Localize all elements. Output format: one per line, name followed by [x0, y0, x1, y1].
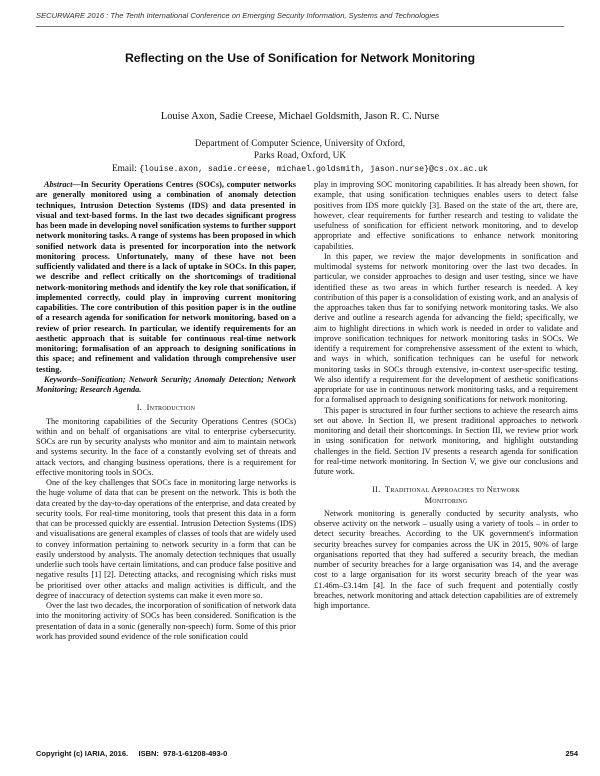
page-number: 254	[565, 749, 578, 758]
keywords	[36, 375, 296, 396]
intro-paragraph-4: In this paper, we review the major developments in sonification and multimodal systems for network monitoring over the last two decades. In particular, we consider approaches to design and user testing, since we have identified these as two areas in which further research is needed. A key contribution of this paper is a consolidation of existing work, and an analysis of the approaches taken thus far to sonifying network monitoring tasks. We also derive and outline a research agenda for advancing the field; specifically, we aim to highlight directions in which work is needed in order to validate and improve sonification techniques for network monitoring tasks in SOCs. We identify a requirement for comprehensive assessment of the extent to which, and ways in which, sonification techniques can be useful for network monitoring tasks in SOCs through extensive, in-context user-specific testing. We also identify a requirement for the development of aesthetic sonifications appropriate for use in continuous network monitoring tasks, and a requirement for a formalised approach to designing sonifications for network monitoring.	[314, 251, 578, 405]
affiliation-block	[0, 138, 600, 176]
section-heading-traditional-approaches	[314, 485, 578, 506]
abstract-text: In Security Operations Centres (SOCs), computer networks are generally monitored using a combination of anomaly detection techniques, Intrusion Detection Systems (IDS) and data presented in visual and text-based forms. In the last two decades significant progress has been made in developing novel sonification systems to further support network monitoring tasks. A range of systems has been proposed in which sonified network data is presented for incorporation into the network monitoring process. Unfortunately, many of these have not been sufficiently validated and there is a lack of uptake in SOCs. In this paper, we describe and reflect critically on the shortcomings of traditional network-monitoring methods and identify the key role that sonification, if implemented correctly, could play in improving current monitoring capabilities. The core contribution of this position paper is in the outline of a research agenda for sonification for network monitoring, based on a review of prior research. In particular, we identify requirements for an aesthetic approach that is suitable for continuous real-time network monitoring; formalisation of an approach to designing sonifications in this space; and refinement and validation through comprehensive user testing.	[36, 180, 296, 374]
section-heading-introduction	[36, 403, 296, 413]
section-title-cont: Monitoring	[424, 495, 468, 505]
intro-paragraph-5: This paper is structured in four further sections to achieve the research aims set out above. In Section II, we present traditional approaches to network monitoring and detail their shortcomings. In Section III, we review prior work in using sonification for network monitoring, and highlight outstanding challenges in the field. Section IV presents a research agenda for sonification for real-time network monitoring. In Section V, we give our conclusions and future work.	[314, 405, 578, 476]
paper-title: Reflecting on the Use of Sonification for Network Monitoring	[124, 51, 476, 65]
section-title: Introduction	[146, 403, 196, 413]
intro-paragraph-2: One of the key challenges that SOCs face in monitoring large networks is the huge volume of data that can be present on the network. This is both the data created by the day-to-day operations of the enterprise, and data created by security tools. For real-time monitoring, tools that present this data in a form that can be processed quickly are essential. Intrusion Detection Systems (IDS) and visualisations are general examples of classes of tools that are widely used to convey information pertaining to network security in a form that can be easily understood by analysts. The anomaly detection techniques that usually underlie such tools have certain limitations, and can produce false positive and negative results [1] [2]. Detecting attacks, and recognising which risks must be prioritised over other attacks and malign activities is difficult, and the degree of inaccuracy of detection systems can make it even more so.	[36, 478, 296, 600]
intro-paragraph-3-cont: play in improving SOC monitoring capabilities. It has already been shown, for example, that using sonification techniques enables users to detect false positives from IDS more quickly [3]. Based on the state of the art, there are, however, clear requirements for further research and testing to validate the usefulness of sonification for efficient network monitoring, and to develop appropriate and effective sonifications to enhance network monitoring capabilities.	[314, 180, 578, 251]
affiliation-line-2: Parks Road, Oxford, UK	[253, 151, 347, 162]
abstract	[36, 180, 296, 375]
conference-header: SECURWARE 2016 : The Tenth International Conference on Emerging Security Information, Systems and Technologies	[36, 11, 440, 20]
email-line	[0, 163, 600, 176]
intro-paragraph-3: Over the last two decades, the incorporation of sonification of network data into the monitoring activity of SOCs has been considered. Sonification is the presentation of data in a sonic (generally non-speech) form. Some of this prior work has provided sound evidence of the role sonification could	[36, 601, 296, 641]
intro-paragraph-1: The monitoring capabilities of the Security Operations Centres (SOCs) within and on behalf of organisations are vital to enterprise cybersecurity. SOCs are run by security analysts who monitor and aim to maintain network and systems security. In the face of a constantly evolving set of threats and attack vectors, and changing business operations, there is a requirement for effective monitoring tools in SOCs.	[36, 416, 296, 477]
right-column	[314, 180, 578, 611]
email-label: Email:	[112, 163, 137, 174]
keywords-label: Keywords–	[44, 374, 82, 384]
header-rule	[36, 26, 564, 27]
email-address: {louise.axon, sadie.creese, michael.goldsmith, jason.nurse}@cs.ox.ac.uk	[139, 164, 488, 174]
author-list: Louise Axon, Sadie Creese, Michael Goldsmith, Jason R. C. Nurse	[160, 111, 440, 122]
section2-paragraph-1: Network monitoring is generally conducted by security analysts, who observe activity on the network – usually using a variety of tools – in order to detect security breaches. According to the UK government's information security breaches survey for companies across the UK in 2015, 90% of large organisations reported that they had suffered a security breach, the median number of security breaches for a large organisation was 14, and the average cost to a large organisation for its worst security breach of the year was £1.46m–£3.14m [4]. In the face of such frequent and potentially costly breaches, network monitoring and attack detection capabilities are of extremely high importance.	[314, 508, 578, 610]
section-title: Traditional Approaches to Network	[385, 485, 520, 495]
abstract-label: Abstract—	[44, 180, 81, 189]
affiliation-line-1: Department of Computer Science, University of Oxford,	[194, 139, 406, 149]
copyright-footer: Copyright (c) IARIA, 2016. ISBN: 978-1-61208-493-0	[36, 749, 228, 758]
keywords-text: Sonification; Network Security; Anomaly Detection; Network Monitoring; Research Agenda.	[36, 374, 296, 394]
left-column	[36, 180, 296, 642]
section-number: II.	[372, 485, 381, 495]
section-number: I.	[136, 403, 143, 413]
